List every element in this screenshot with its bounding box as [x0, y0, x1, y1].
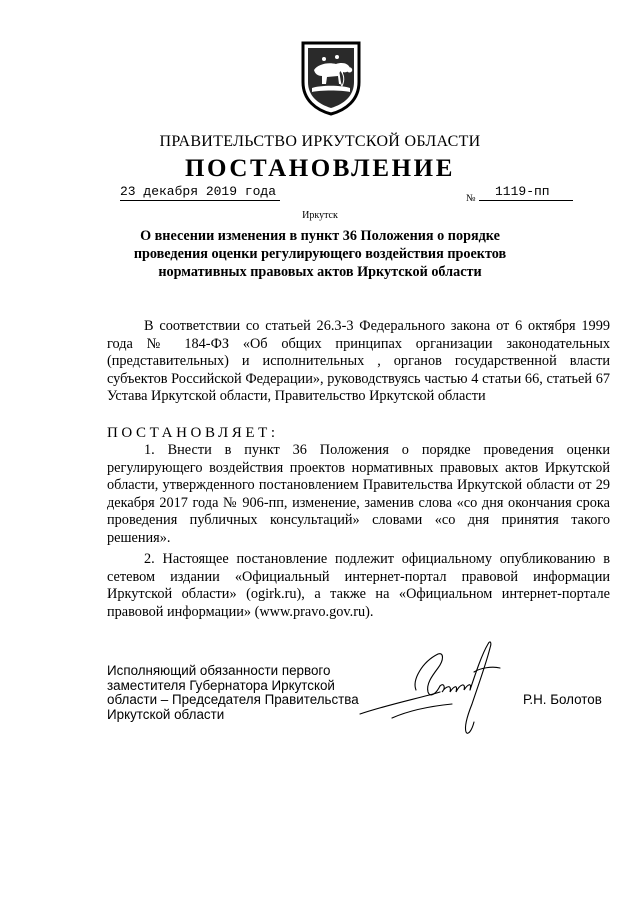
signatory-position-line: заместителя Губернатора Иркутской	[107, 677, 335, 693]
number-sign: №	[466, 193, 476, 204]
government-title: ПРАВИТЕЛЬСТВО ИРКУТСКОЙ ОБЛАСТИ	[159, 133, 481, 150]
decree-word: ПОСТАНОВЛЯЕТ:	[107, 425, 279, 441]
signatory-position-line: области – Председателя Правительства	[107, 692, 359, 707]
document-date: 23 декабря 2019 года	[120, 184, 280, 201]
document-number: 1119-пп	[479, 184, 573, 201]
handwritten-signature-icon	[340, 632, 540, 742]
signatory-position-line: Исполняющий обязанности первого	[107, 663, 331, 678]
preamble-paragraph: В соответствии со статьей 26.3-3 Федерального закона от 6 октября 1999 года № 184-ФЗ «Об общих принципах организации законодательных (представительных) и исполнительных , органов государственной власти субъектов Российской Федерации», руководствуясь частью 4 статьи 66, статьей 67 Устава Иркутской области, Правительство Иркутской области	[107, 318, 610, 404]
document-type-title: ПОСТАНОВЛЕНИЕ	[184, 155, 456, 182]
document-city: Иркутск	[302, 210, 338, 221]
document-heading: О внесении изменения в пункт 36 Положения о порядке проведения оценки регулирующего воздействия проектов нормативных правовых актов Иркутской области	[133, 228, 507, 280]
signatory-name: Р.Н. Болотов	[523, 692, 602, 707]
item-1-paragraph: 1. Внести в пункт 36 Положения о порядке проведения оценки регулирующего воздействия проектов нормативных правовых актов Иркутской области, утвержденного постановлением Правительства Иркутской области от 29 декабря 2017 года № 906-пп, изменение, заменив слова «со дня окончания срока проведения публичных консультаций» словами «со дня принятия такого решения».	[107, 442, 610, 546]
item-2-paragraph: 2. Настоящее постановление подлежит официальному опубликованию в сетевом издании «Официальный интернет-портал правовой информации Иркутской области» (ogirk.ru), а также на «Официальном интернет-портале правовой информации» (www.pravo.gov.ru).	[107, 551, 610, 620]
coat-of-arms-icon	[300, 40, 362, 116]
signatory-position-line: Иркутской области	[107, 706, 225, 722]
